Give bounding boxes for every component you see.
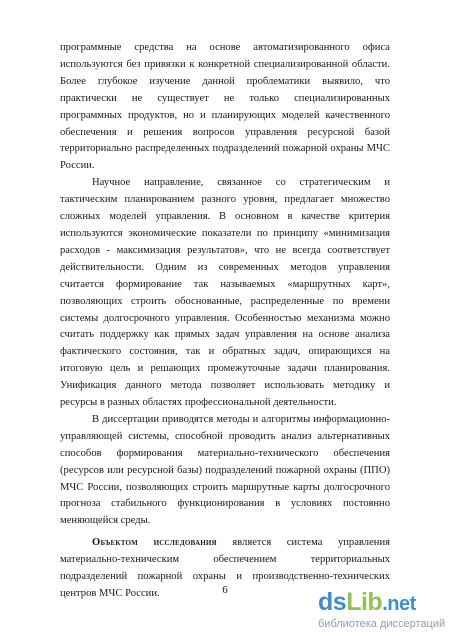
watermark-lib: Lib bbox=[346, 588, 383, 616]
watermark-subtitle: библиотека диссертаций bbox=[318, 618, 446, 630]
paragraph-dissertation-methods: В диссертации приводятся методы и алгоритмы информационно-управляющей системы, способной проводить анализ альтернативных способов формирования материально-технического обеспечения (ресурсов или ресурсной базы) подразделений пожарной охраны (ППО) МЧС России, позволяющих строить маршрутные карты долгосрочного прогноза стабильного функционирования в условиях постоянно меняющейся среды. bbox=[60, 413, 390, 527]
research-object-text: является система управления материально-техническим обеспечением территориальных подразделений пожарной охраны и производственно-технических центров МЧС России. bbox=[60, 537, 390, 599]
document-body bbox=[60, 40, 390, 603]
paragraph-scientific-direction: Научное направление, связанное со стратегическим и тактическим планированием разного уровня, предлагает множество сложных моделей управления. В основном в качестве критерия используются экономические показатели по принципу «минимизация расходов - максимизация результатов», что не всегда соответствует действительности. Одним из современных методов управления считается формирование так называемых «маршрутных карт», позволяющих строить обоснованные, распределенные по времени системы долгосрочного управления. Особенностью механизма можно считать поддержку как прямых задач управления на основе анализа фактического состояния, так и обратных задач, опирающихся на итоговую цель и решающих промежуточные задачи планирования. Унификация данного метода позволяет использовать методику и ресурсы в разных областях профессиональной деятельности. bbox=[60, 177, 390, 409]
watermark-ds: ds bbox=[318, 588, 347, 616]
watermark-net: .net bbox=[382, 593, 416, 615]
watermark-logo bbox=[318, 590, 438, 617]
paragraph-continuation: программные средства на основе автоматизированного офиса используются без привязки к конкретной специализированной области. Более глубокое изучение данной проблематики выявило, что практически не существует не только специализированных программных продуктов, но и планирующих моделей качественного обеспечения и решения вопросов управления ресурсной базой территориально распределенных подразделений пожарной охраны МЧС России. bbox=[60, 42, 390, 172]
page-number: 6 bbox=[222, 584, 228, 596]
dslib-watermark bbox=[318, 588, 446, 630]
research-object-term: Объектом исследования bbox=[92, 537, 217, 549]
